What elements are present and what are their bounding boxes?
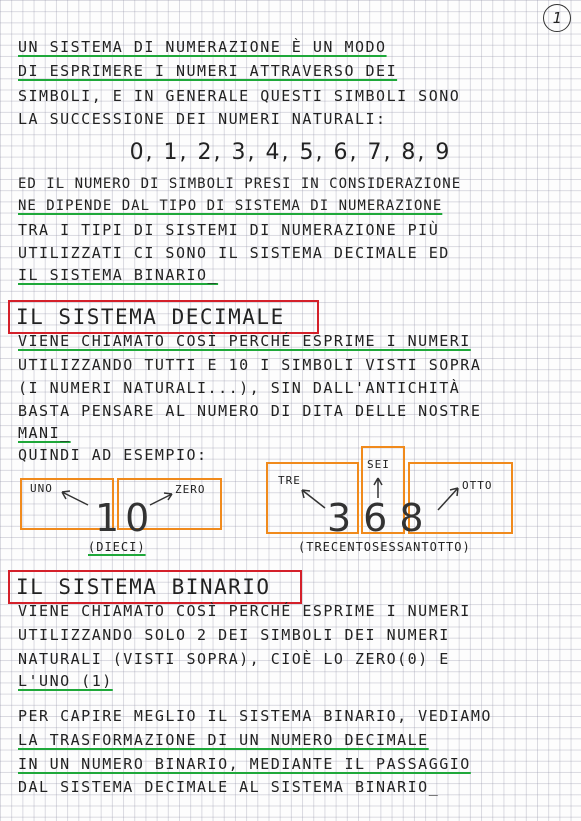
intro-line-4: LA SUCCESSIONE DEI NUMERI NATURALI: [18,110,387,128]
arrow-uno-icon [62,491,88,505]
binary-line-8: DAL SISTEMA DECIMALE AL SISTEMA BINARIO_ [18,778,440,796]
label-zero: ZERO [175,483,206,496]
page-number: 1 [543,4,571,32]
binary-line-2: UTILIZZANDO SOLO 2 DEI SIMBOLI DEI NUMERI [18,626,450,644]
binary-line-7: IN UN NUMERO BINARIO, MEDIANTE IL PASSAGGIO [18,755,471,773]
decimal-line-2: UTILIZZANDO TUTTI E 10 I SIMBOLI VISTI SOPRA [18,356,482,374]
binary-line-6: LA TRASFORMAZIONE DI UN NUMERO DECIMALE [18,731,429,749]
binary-line-3: NATURALI (VISTI SOPRA), CIOÈ LO ZERO(0) E [18,650,450,668]
binary-line-1: VIENE CHIAMATO COSÌ PERCHÉ ESPRIME I NUMERI [18,602,471,620]
arrow-sei-icon [374,478,382,498]
decimal-line-5: MANI_ [18,424,71,442]
decimal-line-1: VIENE CHIAMATO COSÌ PERCHÉ ESPRIME I NUMERI [18,332,471,350]
intro-line-1: UN SISTEMA DI NUMERAZIONE È UN MODO [18,38,387,56]
decimal-line-6: QUINDI AD ESEMPIO: [18,446,208,464]
arrow-zero-icon [150,493,172,505]
intro-line-8: UTILIZZATI CI SONO IL SISTEMA DECIMALE ED [18,244,450,262]
number-ten: 10 [95,496,156,540]
intro-line-2: DI ESPRIMERE I NUMERI ATTRAVERSO DEI [18,62,398,80]
intro-line-7: TRA I TIPI DI SISTEMI DI NUMERAZIONE PIÙ [18,221,440,239]
label-uno: UNO [30,482,53,495]
decimal-heading: IL SISTEMA DECIMALE [16,305,285,329]
binary-heading: IL SISTEMA BINARIO [16,575,271,599]
label-tre: TRE [278,474,301,487]
number-368: 368 [327,496,436,540]
intro-line-9: IL SISTEMA BINARIO_ [18,266,219,284]
reading-dieci: (DIECI) [88,540,146,554]
digits-sequence: 0, 1, 2, 3, 4, 5, 6, 7, 8, 9 [129,140,452,165]
decimal-line-3: (I NUMERI NATURALI...), SIN DALL'ANTICHITÀ [18,379,461,397]
label-otto: OTTO [462,479,493,492]
decimal-line-4: BASTA PENSARE AL NUMERO DI DITA DELLE NOSTRE [18,402,482,420]
arrow-otto-icon [438,488,458,510]
intro-line-5: ED IL NUMERO DI SIMBOLI PRESI IN CONSIDERAZIONE [18,176,462,192]
intro-line-6: NE DIPENDE DAL TIPO DI SISTEMA DI NUMERAZIONE [18,198,443,214]
binary-line-4: L'UNO (1) [18,672,113,690]
label-sei: SEI [367,458,390,471]
reading-trecentosessantotto: (TRECENTOSESSANTOTTO) [298,540,471,554]
binary-line-5: PER CAPIRE MEGLIO IL SISTEMA BINARIO, VEDIAMO [18,707,492,725]
intro-line-3: SIMBOLI, E IN GENERALE QUESTI SIMBOLI SONO [18,87,461,105]
arrow-tre-icon [302,490,325,508]
